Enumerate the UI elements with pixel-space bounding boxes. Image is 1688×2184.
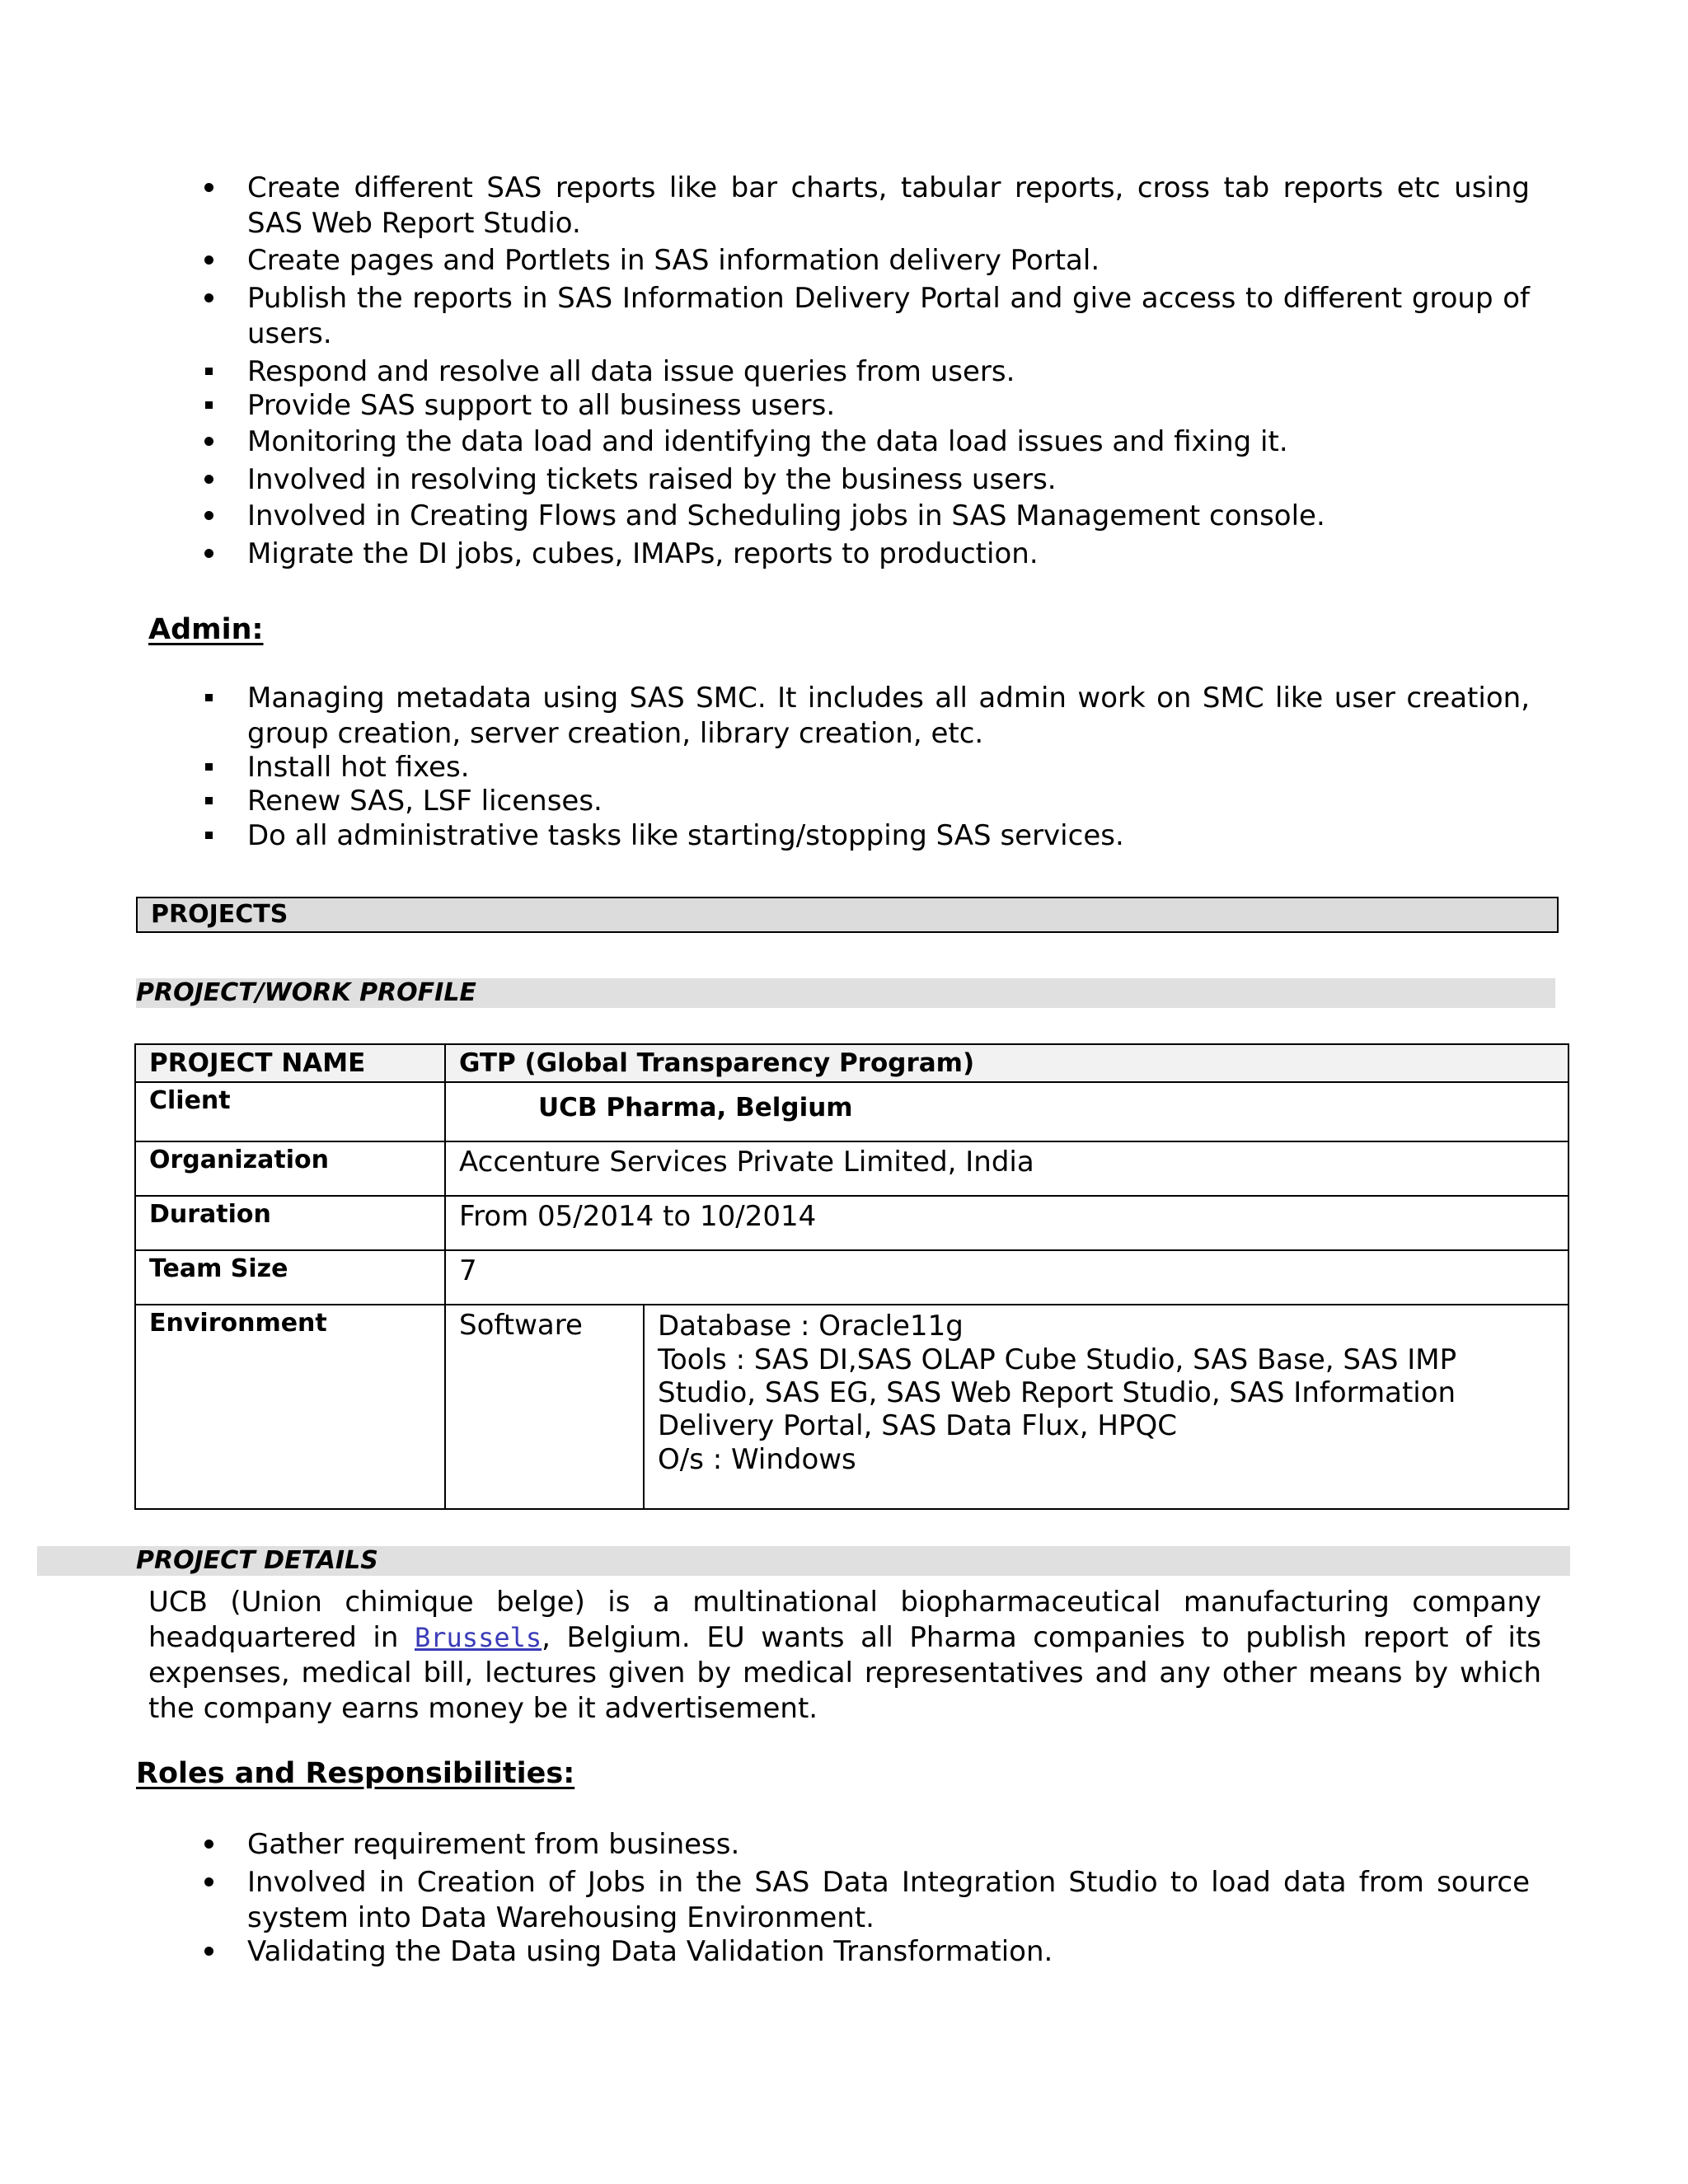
- project-details-header: PROJECT DETAILS: [136, 1546, 378, 1575]
- list-item: [196, 537, 1530, 572]
- bullet-square-icon: [196, 681, 221, 716]
- bullet-dot-icon: [196, 281, 221, 316]
- list-item: [196, 281, 1530, 352]
- bullet-dot-icon: [196, 243, 221, 279]
- bullet-dot-icon: [196, 1865, 221, 1900]
- client-value: UCB Pharma, Belgium: [445, 1082, 1568, 1141]
- list-item-text: Involved in Creation of Jobs in the SAS Data Integration Studio to load data from source system into Data Warehousing Environment.: [247, 1866, 1530, 1934]
- environment-os: O/s : Windows: [658, 1443, 856, 1476]
- list-item: [196, 388, 1530, 424]
- list-item: [196, 681, 1530, 752]
- list-item: [196, 424, 1530, 460]
- list-item-text: Create pages and Portlets in SAS information delivery Portal.: [247, 244, 1100, 277]
- project-details-paragraph: [148, 1585, 1541, 1727]
- environment-label: Environment: [135, 1305, 445, 1509]
- list-item-text: Involved in resolving tickets raised by the business users.: [247, 463, 1057, 496]
- list-item: [196, 818, 1530, 854]
- organization-label: Organization: [135, 1141, 445, 1196]
- bullet-square-icon: [196, 818, 221, 854]
- roles-heading: Roles and Responsibilities:: [136, 1757, 575, 1790]
- team-size-value: 7: [445, 1250, 1568, 1305]
- environment-database: Database : Oracle11g: [658, 1310, 964, 1343]
- bullet-square-icon: [196, 388, 221, 424]
- environment-details: [644, 1305, 1568, 1509]
- environment-tools: Tools : SAS DI,SAS OLAP Cube Studio, SAS Base, SAS IMP Studio, SAS EG, SAS Web Report Studio, SAS Information Delivery Portal, SAS Data Flux, HPQC: [658, 1343, 1457, 1442]
- environment-type: Software: [445, 1305, 644, 1509]
- list-item: [196, 1934, 1530, 1970]
- duration-label: Duration: [135, 1196, 445, 1250]
- project-name-label: PROJECT NAME: [135, 1044, 445, 1082]
- list-item-text: Provide SAS support to all business users.: [247, 389, 836, 422]
- list-item-text: Create different SAS reports like bar charts, tabular reports, cross tab reports etc using SAS Web Report Studio.: [247, 171, 1530, 240]
- client-label: Client: [135, 1082, 445, 1141]
- list-item-text: Respond and resolve all data issue queries from users.: [247, 355, 1015, 388]
- bullet-square-icon: [196, 784, 221, 819]
- projects-section-header: PROJECTS: [136, 897, 1559, 933]
- bullet-dot-icon: [196, 171, 221, 206]
- list-item-text: Validating the Data using Data Validation Transformation.: [247, 1935, 1053, 1968]
- bullet-dot-icon: [196, 462, 221, 498]
- list-item-text: Publish the reports in SAS Information Delivery Portal and give access to different group of users.: [247, 282, 1530, 350]
- list-item-text: Install hot fixes.: [247, 751, 470, 784]
- list-item: [196, 1827, 1530, 1863]
- brussels-link[interactable]: Brussels: [415, 1622, 542, 1653]
- project-details-text-cont: , Belgium. EU wants all Pharma companies to publish report of its expenses, medical bill, lectures given by medical representatives and any other means by which the company earns money be it advertisement.: [148, 1621, 1541, 1725]
- list-item-text: Do all administrative tasks like starting/stopping SAS services.: [247, 819, 1124, 852]
- project-name-value: GTP (Global Transparency Program): [445, 1044, 1568, 1082]
- list-item: [196, 171, 1530, 241]
- list-item-text: Migrate the DI jobs, cubes, IMAPs, reports to production.: [247, 537, 1039, 570]
- list-item-text: Monitoring the data load and identifying the data load issues and fixing it.: [247, 425, 1288, 458]
- admin-heading: Admin:: [148, 613, 264, 646]
- list-item-text: Involved in Creating Flows and Scheduling jobs in SAS Management console.: [247, 499, 1325, 532]
- project-details-text: UCB (Union chimique belge) is a multinational biopharmaceutical manufacturing company headquartered in: [148, 1586, 1541, 1654]
- list-item-text: Managing metadata using SAS SMC. It includes all admin work on SMC like user creation, group creation, server creation, library creation, etc.: [247, 682, 1530, 750]
- bullet-dot-icon: [196, 499, 221, 534]
- roles-list: [196, 1827, 1530, 1970]
- table-row: [135, 1044, 1568, 1082]
- list-item: [196, 784, 1530, 819]
- duration-value: From 05/2014 to 10/2014: [445, 1196, 1568, 1250]
- project-table: [134, 1043, 1569, 1510]
- table-row: [135, 1305, 1568, 1509]
- bullet-square-icon: [196, 354, 221, 390]
- table-row: [135, 1082, 1568, 1141]
- team-size-label: Team Size: [135, 1250, 445, 1305]
- table-row: [135, 1141, 1568, 1196]
- list-item-text: Renew SAS, LSF licenses.: [247, 785, 603, 818]
- list-item: [196, 1865, 1530, 1936]
- table-row: [135, 1196, 1568, 1250]
- list-item: [196, 354, 1530, 390]
- list-item-text: Gather requirement from business.: [247, 1828, 740, 1861]
- list-item: [196, 243, 1530, 279]
- responsibilities-list: [196, 171, 1530, 572]
- list-item: [196, 499, 1530, 534]
- bullet-square-icon: [196, 750, 221, 785]
- bullet-dot-icon: [196, 537, 221, 572]
- table-row: [135, 1250, 1568, 1305]
- list-item: [196, 462, 1530, 498]
- list-item: [196, 750, 1530, 785]
- work-profile-header: PROJECT/WORK PROFILE: [136, 978, 476, 1007]
- bullet-dot-icon: [196, 1934, 221, 1970]
- admin-list: [196, 681, 1530, 854]
- organization-value: Accenture Services Private Limited, India: [445, 1141, 1568, 1196]
- bullet-dot-icon: [196, 424, 221, 460]
- bullet-dot-icon: [196, 1827, 221, 1863]
